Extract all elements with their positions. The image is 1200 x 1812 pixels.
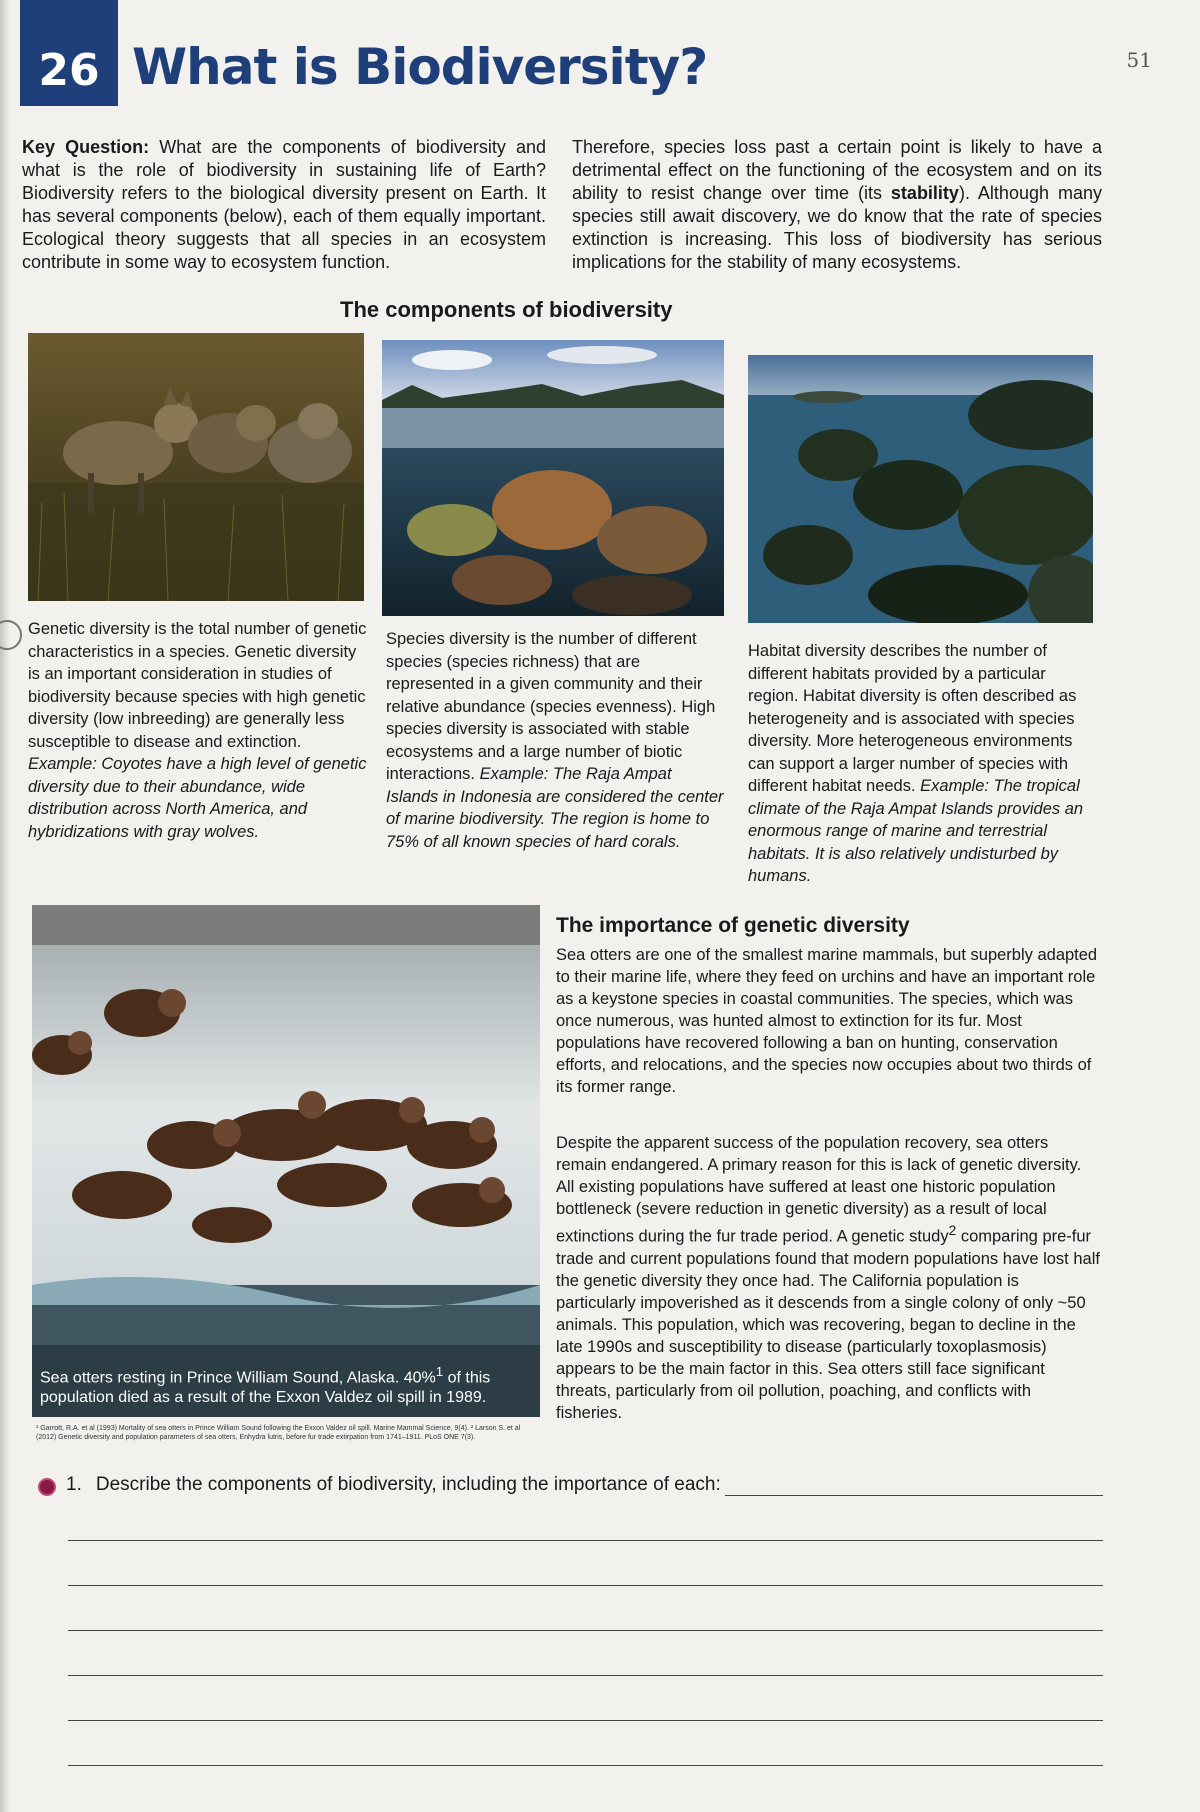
genetic-diversity-text: Genetic diversity is the total number of genetic characteristics in a species. Genetic diversity is an important consideration in studies of biodiversity because species with high genetic diversity (low inbreeding) are generally less susceptible to disease and extinction. <box>28 620 367 751</box>
species-diversity-caption <box>386 628 726 853</box>
habitat-diversity-text: Habitat diversity describes the number of different habitats provided by a particular region. Habitat diversity is often described as heterogeneity and is associated with species diversity. More heterogeneous environments can support a larger number of species with different habitat needs. <box>748 642 1077 795</box>
sea-otters-photo <box>32 905 540 1417</box>
page-title: What is Biodiversity? <box>132 38 708 96</box>
stability-term: stability <box>890 183 959 203</box>
coyote-photo <box>28 333 364 601</box>
question-number: 1. <box>66 1474 82 1495</box>
species-diversity-text: Species diversity is the number of different species (species richness) that are represented in a given community and their relative abundance (species evenness). High species diversity is associated with stable ecosystems and a large number of biotic interactions. <box>386 630 716 783</box>
question-bullet-icon <box>38 1478 56 1496</box>
habitat-diversity-example: Example: The tropical climate of the Raja Ampat Islands provides an enormous range of marine and terrestrial habitats. It is also relatively undisturbed by humans. <box>748 777 1084 885</box>
islands-photo <box>748 355 1093 623</box>
page-number: 51 <box>1126 48 1152 72</box>
paragraph-2-text-2: comparing pre-fur trade and current populations found that modern populations have lost half the genetic diversity they once had. The California population is particularly impoverished as it descends from a single colony of only ~50 animals. This population, which was recovering, began to decline in the late 1990s and susceptibility to disease (particularly toxoplasmosis) appears to be the main factor in this. Sea otters still face significant threats, particularly from oil pollution, poaching, and conflicts with fisheries. <box>556 1227 1100 1422</box>
paragraph-2-text-1: Despite the apparent success of the population recovery, sea otters remain endangered. A primary reason for this is lack of genetic diversity. All existing populations have suffered at least one historic population bottleneck (severe reduction in genetic diversity) as a result of local extinctions during the fur trade period. A genetic study <box>556 1134 1082 1246</box>
margin-mark <box>0 620 22 650</box>
sea-otter-paragraph-1: Sea otters are one of the smallest marine mammals, but superbly adapted to their marine life, where they feed on urchins and have an important role as a keystone species in coastal communities. The species, which was once numerous, was hunted almost to extinction for its fur. Most populations have recovered following a ban on hunting, conservation efforts, and relocations, and the species now occupies about two thirds of its former range. <box>556 946 1098 1096</box>
intro-right-text-1: Therefore, species loss past a certain point is likely to have a detrimental effect on the functioning of the ecosystem and on its ability to resist change over time (its <box>572 137 1102 203</box>
otter-caption-text-1: Sea otters resting in Prince William Sound, Alaska. 40% <box>40 1369 436 1387</box>
answer-line[interactable] <box>68 1765 1103 1766</box>
answer-line[interactable] <box>68 1585 1103 1586</box>
section-number-badge: 26 <box>20 0 118 106</box>
key-question-label: Key Question: <box>22 137 150 157</box>
answer-line[interactable] <box>68 1720 1103 1721</box>
otter-caption-text-2: of this population died as a result of the Exxon Valdez oil spill in 1989. <box>40 1369 491 1407</box>
intro-right-paragraph <box>572 136 1102 274</box>
key-question-text: What are the components of biodiversity and what is the role of biodiversity in sustaining life of Earth? Biodiversity refers to the biological diversity present on Earth. It has several components (below), each of them equally important. Ecological theory suggests that all species in an ecosystem contribute in some way to ecosystem function. <box>22 137 546 272</box>
species-diversity-example: Example: The Raja Ampat Islands in Indonesia are considered the center of marine biodiversity. The region is home to 75% of all known species of hard corals. <box>386 765 724 851</box>
question-1 <box>38 1474 1103 1496</box>
answer-line-inline[interactable] <box>725 1476 1103 1496</box>
answer-line[interactable] <box>68 1540 1103 1541</box>
answer-line[interactable] <box>68 1675 1103 1676</box>
components-heading: The components of biodiversity <box>340 297 673 322</box>
habitat-diversity-caption <box>748 640 1098 888</box>
genetic-diversity-example: Example: Coyotes have a high level of genetic diversity due to their abundance, wide distribution across North America, and hybridizations with gray wolves. <box>28 755 367 841</box>
intro-left-paragraph <box>22 136 546 274</box>
genetic-diversity-caption <box>28 618 368 843</box>
footnote-references: ¹ Garrott, R.A. et al (1993) Mortality of sea otters in Prince William Sound following the Exxon Valdez oil spill. Marine Mammal Science, 9(4). ² Larson S. et al (2012) Genetic diversity and population parameters of sea otters, Enhydra lutris, before fur trade extirpation from 1741–1911. PLoS ONE 7(3). <box>36 1425 521 1441</box>
footnote-ref-1: 1 <box>435 1364 444 1379</box>
sea-otter-paragraph-2 <box>556 1132 1101 1424</box>
intro-right-text-2: ). Although many species still await discovery, we do know that the rate of species extinction is increasing. This loss of biodiversity has serious implications for the stability of many ecosystems. <box>572 183 1102 272</box>
question-text: Describe the components of biodiversity, including the importance of each: <box>95 1474 721 1495</box>
answer-line[interactable] <box>68 1630 1103 1631</box>
page-edge <box>0 0 10 1812</box>
coral-reef-photo <box>382 340 724 616</box>
footnote-ref-2: 2 <box>948 1223 957 1238</box>
genetic-diversity-heading: The importance of genetic diversity <box>556 914 910 937</box>
sea-otters-caption <box>40 1362 530 1408</box>
